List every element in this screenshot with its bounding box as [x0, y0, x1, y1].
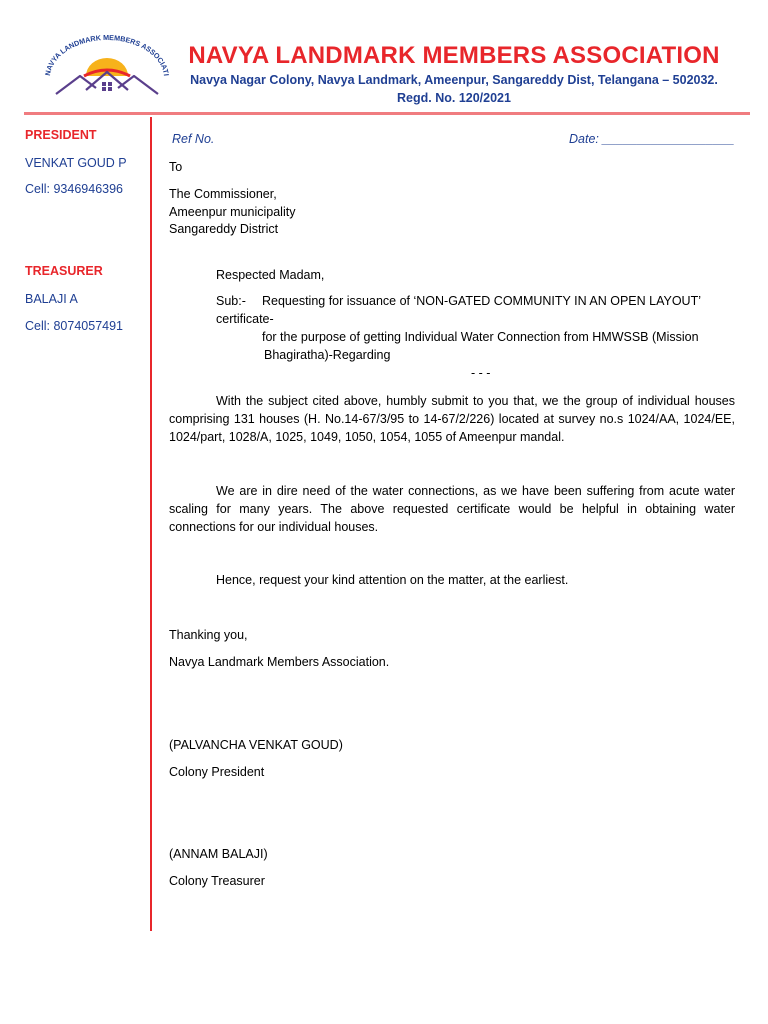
subject-line-2: certificate-	[216, 312, 274, 326]
header-divider	[24, 112, 750, 115]
signatory-2-title: Colony Treasurer	[169, 874, 265, 888]
subject-line-4: Bhagiratha)-Regarding	[264, 348, 391, 362]
logo-ring-text: NAVYA LANDMARK MEMBERS ASSOCIATI	[43, 32, 171, 77]
paragraph-2-text: We are in dire need of the water connections, as we have been suffering from acute water scaling for many years. The above requested certificate would be helpful in obtaining water connections for our individual houses.	[169, 484, 735, 534]
paragraph-3	[169, 571, 735, 589]
salutation: Respected Madam,	[216, 268, 325, 282]
paragraph-1-text: With the subject cited above, humbly submit to you that, we the group of individual houses comprising 131 houses (H. No.14-67/3/95 to 14-67/2/226) located at survey no.s 1024/AA, 1024/EE, 1024/part, 1028/A, 1025, 1049, 1050, 1054, 1055 of Ameenpur mandal.	[169, 394, 735, 444]
addressee-line-3: Sangareddy District	[169, 222, 279, 236]
president-title: PRESIDENT	[25, 128, 97, 142]
subject-line-3: for the purpose of getting Individual Water Connection from HMWSSB (Mission	[262, 330, 699, 344]
to-label: To	[169, 160, 183, 174]
margin-rule	[150, 117, 152, 931]
closing-organization: Navya Landmark Members Association.	[169, 655, 390, 669]
association-logo	[36, 32, 179, 100]
registration-number: Regd. No. 120/2021	[397, 91, 511, 105]
paragraph-3-text: Hence, request your kind attention on the matter, at the earliest.	[216, 573, 569, 587]
organization-name: NAVYA LANDMARK MEMBERS ASSOCIATION	[188, 42, 720, 69]
ref-no-label: Ref No.	[172, 132, 215, 146]
signatory-1-name: (PALVANCHA VENKAT GOUD)	[169, 738, 343, 752]
president-name: VENKAT GOUD P	[25, 156, 127, 170]
date-label: Date: ___________________	[569, 132, 735, 146]
signatory-1-title: Colony President	[169, 765, 265, 779]
paragraph-1	[169, 392, 735, 446]
addressee-line-1: The Commissioner,	[169, 187, 277, 201]
signatory-2-name: (ANNAM BALAJI)	[169, 847, 268, 861]
closing: Thanking you,	[169, 628, 248, 642]
separator: - - -	[471, 366, 491, 380]
treasurer-cell: Cell: 8074057491	[25, 319, 123, 333]
organization-address: Navya Nagar Colony, Navya Landmark, Ameenpur, Sangareddy Dist, Telangana – 502032.	[190, 73, 718, 87]
treasurer-title: TREASURER	[25, 264, 103, 278]
subject-label: Sub:-	[216, 294, 246, 308]
addressee-line-2: Ameenpur municipality	[169, 205, 296, 219]
paragraph-2	[169, 482, 735, 536]
president-cell: Cell: 9346946396	[25, 182, 123, 196]
treasurer-name: BALAJI A	[25, 292, 78, 306]
subject-line-1: Requesting for issuance of ‘NON-GATED COMMUNITY IN AN OPEN LAYOUT’	[262, 294, 702, 308]
